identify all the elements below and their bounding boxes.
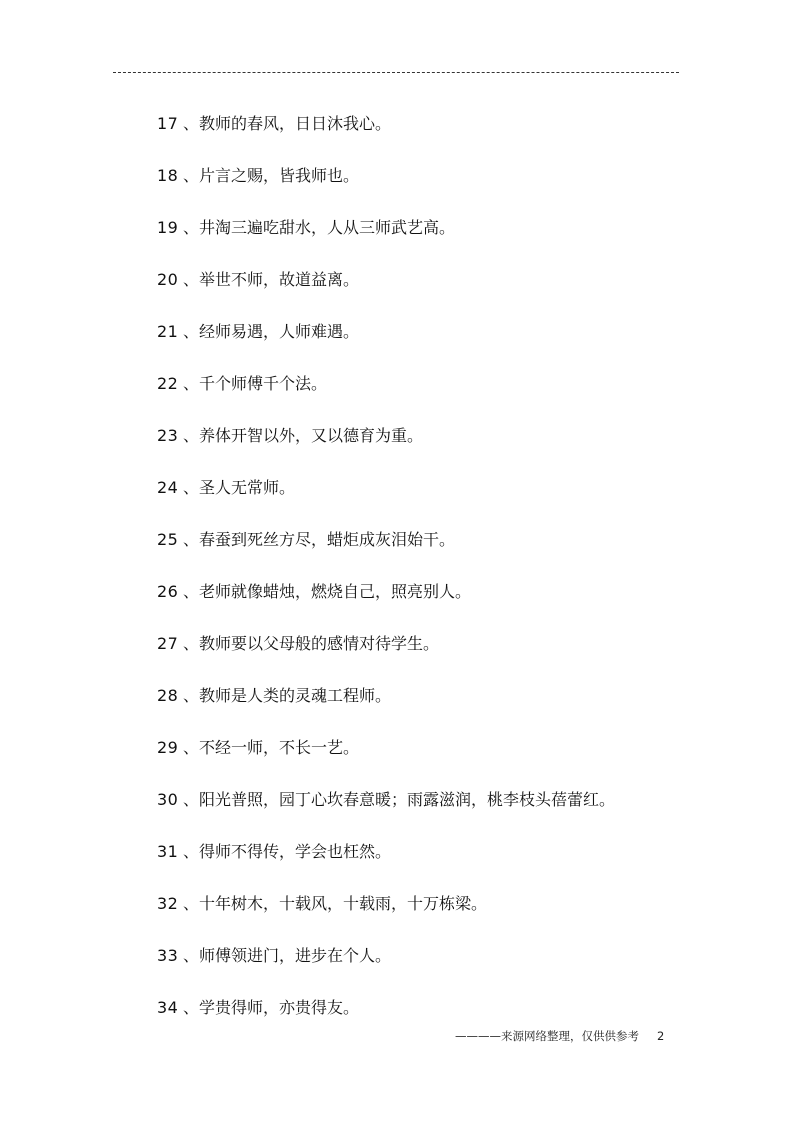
item-text: 、得师不得传，学会也枉然。 bbox=[183, 842, 392, 861]
item-number: 18 bbox=[157, 166, 179, 185]
list-item bbox=[157, 470, 717, 522]
item-text: 、举世不师，故道益离。 bbox=[183, 270, 360, 289]
item-number: 29 bbox=[157, 738, 179, 757]
item-text: 、经师易遇，人师难遇。 bbox=[183, 322, 360, 341]
list-item bbox=[157, 366, 717, 418]
item-number: 23 bbox=[157, 426, 179, 445]
item-text: 、学贵得师，亦贵得友。 bbox=[183, 998, 360, 1017]
list-item bbox=[157, 522, 717, 574]
header-dashed-rule bbox=[113, 72, 679, 73]
list-item bbox=[157, 678, 717, 730]
list-item bbox=[157, 886, 717, 938]
list-item bbox=[157, 314, 717, 366]
item-number: 26 bbox=[157, 582, 179, 601]
item-number: 27 bbox=[157, 634, 179, 653]
list-item bbox=[157, 574, 717, 626]
item-number: 24 bbox=[157, 478, 179, 497]
quote-list bbox=[157, 106, 717, 1042]
item-number: 21 bbox=[157, 322, 179, 341]
item-number: 19 bbox=[157, 218, 179, 237]
list-item bbox=[157, 938, 717, 990]
footer-source-note: ————来源网络整理，仅供供参考 bbox=[455, 1029, 639, 1043]
item-number: 17 bbox=[157, 114, 179, 133]
item-number: 31 bbox=[157, 842, 179, 861]
item-text: 、十年树木，十载风，十载雨，十万栋梁。 bbox=[183, 894, 488, 913]
item-text: 、教师要以父母般的感情对待学生。 bbox=[183, 634, 440, 653]
list-item bbox=[157, 418, 717, 470]
item-text: 、阳光普照，园丁心坎春意暖；雨露滋润，桃李枝头蓓蕾红。 bbox=[183, 790, 616, 809]
list-item bbox=[157, 106, 717, 158]
list-item bbox=[157, 262, 717, 314]
item-number: 22 bbox=[157, 374, 179, 393]
item-text: 、养体开智以外，又以德育为重。 bbox=[183, 426, 424, 445]
list-item bbox=[157, 782, 717, 834]
item-text: 、圣人无常师。 bbox=[183, 478, 296, 497]
item-number: 34 bbox=[157, 998, 179, 1017]
item-number: 25 bbox=[157, 530, 179, 549]
item-text: 、千个师傅千个法。 bbox=[183, 374, 328, 393]
list-item bbox=[157, 210, 717, 262]
item-number: 33 bbox=[157, 946, 179, 965]
item-text: 、教师的春风，日日沐我心。 bbox=[183, 114, 392, 133]
item-text: 、师傅领进门，进步在个人。 bbox=[183, 946, 392, 965]
item-text: 、教师是人类的灵魂工程师。 bbox=[183, 686, 392, 705]
item-number: 28 bbox=[157, 686, 179, 705]
page-footer bbox=[455, 1028, 664, 1044]
item-text: 、不经一师，不长一艺。 bbox=[183, 738, 360, 757]
list-item bbox=[157, 158, 717, 210]
list-item bbox=[157, 730, 717, 782]
item-text: 、片言之赐，皆我师也。 bbox=[183, 166, 360, 185]
list-item bbox=[157, 626, 717, 678]
page-number: 2 bbox=[657, 1029, 665, 1043]
item-number: 20 bbox=[157, 270, 179, 289]
item-number: 32 bbox=[157, 894, 179, 913]
list-item bbox=[157, 834, 717, 886]
item-text: 、老师就像蜡烛，燃烧自己，照亮别人。 bbox=[183, 582, 472, 601]
item-number: 30 bbox=[157, 790, 179, 809]
item-text: 、春蚕到死丝方尽，蜡炬成灰泪始干。 bbox=[183, 530, 456, 549]
item-text: 、井淘三遍吃甜水，人从三师武艺高。 bbox=[183, 218, 456, 237]
